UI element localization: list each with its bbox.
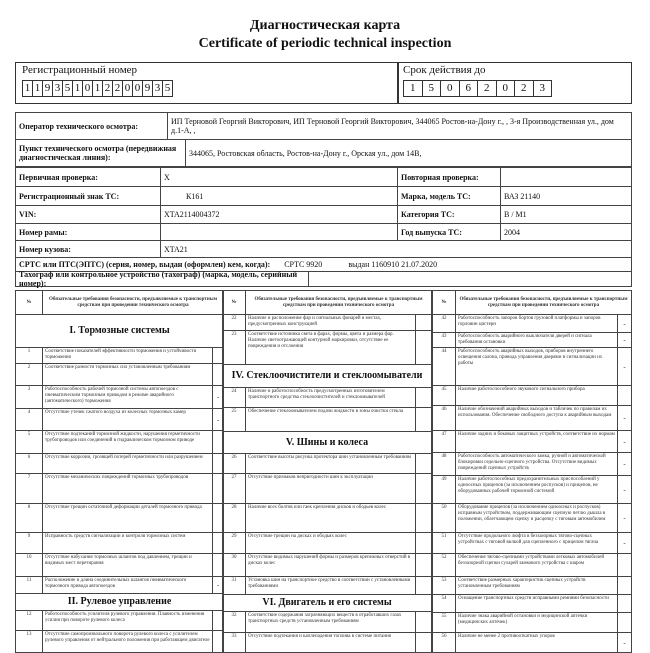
operator-label: Оператор технического осмотра: [15, 112, 168, 140]
item-requirement: Отсутствие подтеканий тормозной жидкости, нарушения герметичности трубопроводов или соединений в гидравлическом тормозном приводе [42, 430, 213, 454]
item-result-mark[interactable] [617, 594, 632, 613]
item-number: 54 [432, 594, 456, 613]
item-number: 32 [222, 611, 246, 633]
item-requirement: Работоспособность запоров бортов грузовой платформы и запоров горловин цистерн [455, 314, 618, 333]
plate-value: К161 [160, 186, 398, 206]
item-result-mark[interactable] [617, 576, 632, 595]
point-value: 344065, Ростовская область, Ростов-на-Дону г., Орская ул., дом 14В, [185, 139, 632, 167]
item-number: 8 [15, 503, 43, 533]
header-num: № [432, 290, 456, 315]
item-requirement: Установка шин на транспортное средство в соответствии с установленными требованиями [245, 576, 416, 595]
item-result-mark[interactable] [617, 385, 632, 406]
item-result-mark[interactable]: - [617, 405, 632, 431]
section-heading: II. Рулевое управление [15, 593, 224, 611]
item-result-mark[interactable] [415, 314, 432, 331]
digit-cell: 0 [82, 80, 93, 97]
digit-cell: 9 [42, 80, 53, 97]
item-requirement: Соответствие высоты рисунка протектора шин установленным требованиям [245, 453, 416, 474]
item-result-mark[interactable] [415, 387, 432, 408]
point-label: Пункт технического осмотра (передвижная диагностическая линия): [15, 139, 186, 167]
digit-cell: 9 [142, 80, 153, 97]
digit-cell: 0 [122, 80, 133, 97]
digit-cell: 1 [22, 80, 33, 97]
item-requirement: Наличие работоспособного звукового сигнального прибора [455, 385, 618, 406]
valid-until-cells [403, 80, 551, 97]
item-requirement: Работоспособность рабочей тормозной системы автопоездов с пневматическим тормозным приводом в режиме аварийного (автоматического) торможения [42, 385, 213, 409]
frame-label: Номер рамы: [15, 223, 161, 241]
digit-cell: 6 [459, 80, 479, 97]
repeat-value [500, 167, 632, 187]
item-number: 22 [222, 314, 246, 331]
tacho-value [308, 271, 632, 287]
item-number: 4 [15, 408, 43, 431]
item-number: 7 [15, 473, 43, 504]
digit-cell: 0 [132, 80, 143, 97]
item-requirement: Отсутствие видимых нарушений формы и размеров крепежных отверстий в дисках колес [245, 553, 416, 577]
item-requirement: Отсутствие самопроизвольного поворота рулевого колеса с усилителем рулевого управления от нейтрального положения при работающем двигателе [42, 630, 213, 653]
item-requirement: Отсутствие механических повреждений тормозных трубопроводов [42, 473, 213, 504]
item-requirement: Обеспечение тягово-сцепными устройствами легковых автомобилей беззазорной сцепки сухарей замкового устройства с шаром [455, 553, 618, 577]
item-requirement: Исправность средств сигнализации и контроля тормозных систем [42, 532, 213, 554]
digit-cell: 1 [72, 80, 83, 97]
item-number: 1 [15, 347, 43, 364]
item-number: 11 [15, 576, 43, 594]
item-requirement: Наличие работоспособных предохранительных приспособлений у одноосных прицепов (за исключением роспусков) и прицепов, не оборудованных рабочей тормозной системой [455, 475, 618, 504]
item-number: 13 [15, 630, 43, 653]
item-result-mark[interactable] [415, 553, 432, 577]
item-number: 42 [432, 314, 456, 333]
digit-cell: 3 [52, 80, 63, 97]
digit-cell: 3 [152, 80, 163, 97]
item-requirement: Отсутствие признаков непригодности шин к эксплуатации [245, 473, 416, 504]
item-requirement: Соответствие источника света в фарах, формы, цвета и размера фар. Наличие светоотражающей контурной маркировки, отсутствие ее повреждения и отслоения [245, 330, 416, 365]
digit-cell: 1 [403, 80, 423, 97]
item-number: 50 [432, 503, 456, 533]
item-requirement: Соответствие показателей эффективности торможения и устойчивости торможения [42, 347, 213, 364]
item-result-mark[interactable]: - [617, 503, 632, 533]
operator-value: ИП Терновой Георгий Викторович, ИП Терновой Георгий Викторович, 344065 Ростов-на-Дону г., , 3-я Производственная ул., дом д.1-А, , [167, 112, 632, 140]
digit-cell: 1 [32, 80, 43, 97]
item-requirement: Расположение и длина соединительных шлангов пневматического тормозного привода автопоездов [42, 576, 213, 594]
item-number: 53 [432, 576, 456, 595]
category-value: B / M1 [500, 205, 632, 224]
primary-label: Первичная проверка: [15, 167, 161, 187]
header-num: № [222, 290, 246, 315]
item-number: 10 [15, 553, 43, 577]
item-number: 3 [15, 385, 43, 409]
item-result-mark[interactable] [415, 576, 432, 595]
item-requirement: Оборудование прицепов (за исключением одноосных и роспусков) исправным устройством, поддерживающим сцепную петлю дышла в положении, облегчающем сцепку и расцепку с тяговым автомобилем [455, 503, 618, 533]
digit-cell: 5 [62, 80, 73, 97]
item-requirement: Наличие и работоспособность предусмотренных изготовителем транспортного средства стеклоочистителей и стеклоомывателей [245, 387, 416, 408]
item-result-mark[interactable]: - [617, 532, 632, 554]
item-requirement: Обеспечение стеклоомывателем подачи жидкости в зоны очистки стекла [245, 407, 416, 432]
item-requirement: Наличие обозначений аварийных выходов и табличек по правилам их использования. Обеспечение свободного доступа к аварийным выходам [455, 405, 618, 431]
item-number: 28 [222, 503, 246, 533]
section-heading: V. Шины и колеса [222, 431, 432, 454]
item-result-mark[interactable]: - [212, 385, 224, 409]
item-result-mark[interactable] [415, 532, 432, 554]
reg-number-cells [22, 80, 172, 97]
item-requirement: Работоспособность усилителя рулевого управления. Плавность изменения усилия при повороте рулевого колеса [42, 610, 213, 631]
item-result-mark[interactable]: - [617, 452, 632, 476]
item-number: 52 [432, 553, 456, 577]
header-requirement: Обязательные требования безопасности, предъявляемые к транспортным средствам при проведении технического осмотра [42, 290, 224, 315]
year-label: Год выпуска ТС: [397, 223, 501, 241]
title-ru: Диагностическая карта [249, 18, 401, 33]
item-number: 27 [222, 473, 246, 504]
primary-value: X [160, 167, 398, 187]
item-number: 5 [15, 430, 43, 454]
item-requirement: Отсутствие трещин на дисках и ободьях колес [245, 532, 416, 554]
item-result-mark[interactable] [415, 453, 432, 474]
digit-cell: 2 [102, 80, 113, 97]
item-number: 44 [432, 347, 456, 386]
item-requirement: Отсутствие коррозии, грозящей потерей герметичности или разрушением [42, 453, 213, 474]
item-requirement: Наличие всех болтов или гаек крепления дисков и ободьев колес [245, 503, 416, 533]
header-num: № [15, 290, 43, 315]
vin-value: XTA2114004372 [160, 205, 398, 224]
item-number: 2 [15, 363, 43, 386]
section-heading: I. Тормозные системы [15, 314, 224, 348]
item-requirement: Наличие и расположение фар и сигнальных фонарей в местах, предусмотренных конструкцией [245, 314, 416, 331]
item-result-mark[interactable]: - [617, 430, 632, 453]
item-requirement: Соответствие содержания загрязняющих веществ в отработавших газах транспортных средств установленным требованиям [245, 611, 416, 633]
digit-cell: 2 [514, 80, 534, 97]
item-number: 25 [222, 407, 246, 432]
digit-cell: 3 [533, 80, 553, 97]
body-value: XTA21 [160, 240, 632, 258]
item-number: 51 [432, 532, 456, 554]
item-result-mark[interactable] [617, 553, 632, 577]
item-result-mark[interactable] [617, 612, 632, 633]
repeat-label: Повторная проверка: [397, 167, 501, 187]
item-requirement: Работоспособность автоматического замка, ручной и автоматической блокировки седельно-сцепного устройства. Отсутствие видимых повреждений сцепных устройств [455, 452, 618, 476]
item-number: 46 [432, 405, 456, 431]
vin-label: VIN: [15, 205, 161, 224]
digit-cell: 1 [92, 80, 103, 97]
item-result-mark[interactable] [415, 330, 432, 365]
item-requirement: Оснащение транспортных средств исправными ремнями безопасности [455, 594, 618, 613]
item-result-mark[interactable]: - [617, 632, 632, 653]
item-requirement: Наличие не менее 2 противооткатных упоров [455, 632, 618, 653]
tacho-label: Тахограф или контрольное устройство (тахограф) (марка, модель, серийный номер): [15, 271, 309, 287]
item-result-mark[interactable]: - [617, 332, 632, 348]
digit-cell: 5 [162, 80, 173, 97]
srts-label: СРТС или ПТС(ЭПТС) (серия, номер, выдан (оформлен) кем, когда): [19, 260, 271, 269]
srts-value: СРТС 9920 [284, 260, 323, 269]
item-result-mark[interactable] [415, 407, 432, 432]
section-heading: VI. Двигатель и его системы [222, 594, 432, 612]
item-number: 26 [222, 453, 246, 474]
item-number: 29 [222, 532, 246, 554]
srts-issued: выдан 1160910 21.07.2020 [348, 260, 438, 269]
item-requirement: Работоспособность аварийного выключателя дверей и сигнала требования остановки [455, 332, 618, 348]
item-requirement: Работоспособность аварийных выходов, приборов внутреннего освещения салона, привода управления дверями и сигнализации их работы [455, 347, 618, 386]
item-requirement: Соответствие разности тормозных сил установленным требованиям [42, 363, 213, 386]
digit-cell: 5 [422, 80, 442, 97]
digit-cell: 0 [496, 80, 516, 97]
item-requirement: Наличие задних и боковых защитных устройств, соответствие их нормам [455, 430, 618, 453]
item-result-mark[interactable] [415, 503, 432, 533]
item-requirement: Отсутствие подтекания и каплепадения топлива в системе питания [245, 632, 416, 653]
item-number: 43 [432, 332, 456, 348]
item-number: 24 [222, 387, 246, 408]
item-requirement: Наличие знака аварийной остановки и медицинской аптечки (медицинских аптечек) [455, 612, 618, 633]
item-number: 31 [222, 576, 246, 595]
item-requirement: Соответствие размерных характеристик сцепных устройств установленным требованиям [455, 576, 618, 595]
plate-label: Регистрационный знак ТС: [15, 186, 161, 206]
item-requirement: Отсутствие набухания тормозных шлангов под давлением, трещин и видимых мест перетирания [42, 553, 213, 577]
body-label: Номер кузова: [15, 240, 161, 258]
digit-cell: 2 [112, 80, 123, 97]
item-number: 55 [432, 612, 456, 633]
item-requirement: Отсутствие утечек сжатого воздуха из колесных тормозных камер [42, 408, 213, 431]
item-number: 30 [222, 553, 246, 577]
divider [397, 62, 399, 104]
item-number: 45 [432, 385, 456, 406]
make-value: ВАЗ 21140 [500, 186, 632, 206]
item-number: 6 [15, 453, 43, 474]
item-number: 48 [432, 452, 456, 476]
category-label: Категория ТС: [397, 205, 501, 224]
item-result-mark[interactable]: - [617, 475, 632, 504]
title-en: Certificate of periodic technical inspection [198, 36, 452, 51]
year-value: 2004 [500, 223, 632, 241]
item-number: 33 [222, 632, 246, 653]
item-requirement: Отсутствие продольного люфта в беззазорных тягово-сцепных устройствах с тяговой вилкой для сцепленного с прицепом тягача [455, 532, 618, 554]
item-result-mark[interactable]: - [212, 408, 224, 431]
item-number: 56 [432, 632, 456, 653]
make-label: Марка, модель ТС: [397, 186, 501, 206]
header-requirement: Обязательные требования безопасности, предъявляемые к транспортным средствам при проведении технического осмотра [245, 290, 432, 315]
section-heading: IV. Стеклоочистители и стеклоомыватели [222, 364, 432, 388]
item-result-mark[interactable]: - [617, 347, 632, 386]
item-requirement: Отсутствие трещин остаточной деформации деталей тормозного привода [42, 503, 213, 533]
item-result-mark[interactable] [415, 473, 432, 504]
reg-number-label: Регистрационный номер [22, 64, 138, 76]
item-number: 12 [15, 610, 43, 631]
item-number: 49 [432, 475, 456, 504]
digit-cell: 2 [477, 80, 497, 97]
valid-until-label: Срок действия до [403, 64, 486, 76]
item-number: 47 [432, 430, 456, 453]
frame-value [160, 223, 398, 241]
item-number: 23 [222, 330, 246, 365]
item-result-mark[interactable] [415, 611, 432, 633]
item-result-mark[interactable]: - [617, 314, 632, 333]
digit-cell: 0 [440, 80, 460, 97]
item-number: 9 [15, 532, 43, 554]
header-requirement: Обязательные требования безопасности, предъявляемые к транспортным средствам при проведении технического осмотра [455, 290, 632, 315]
item-result-mark[interactable]: - [212, 576, 224, 594]
